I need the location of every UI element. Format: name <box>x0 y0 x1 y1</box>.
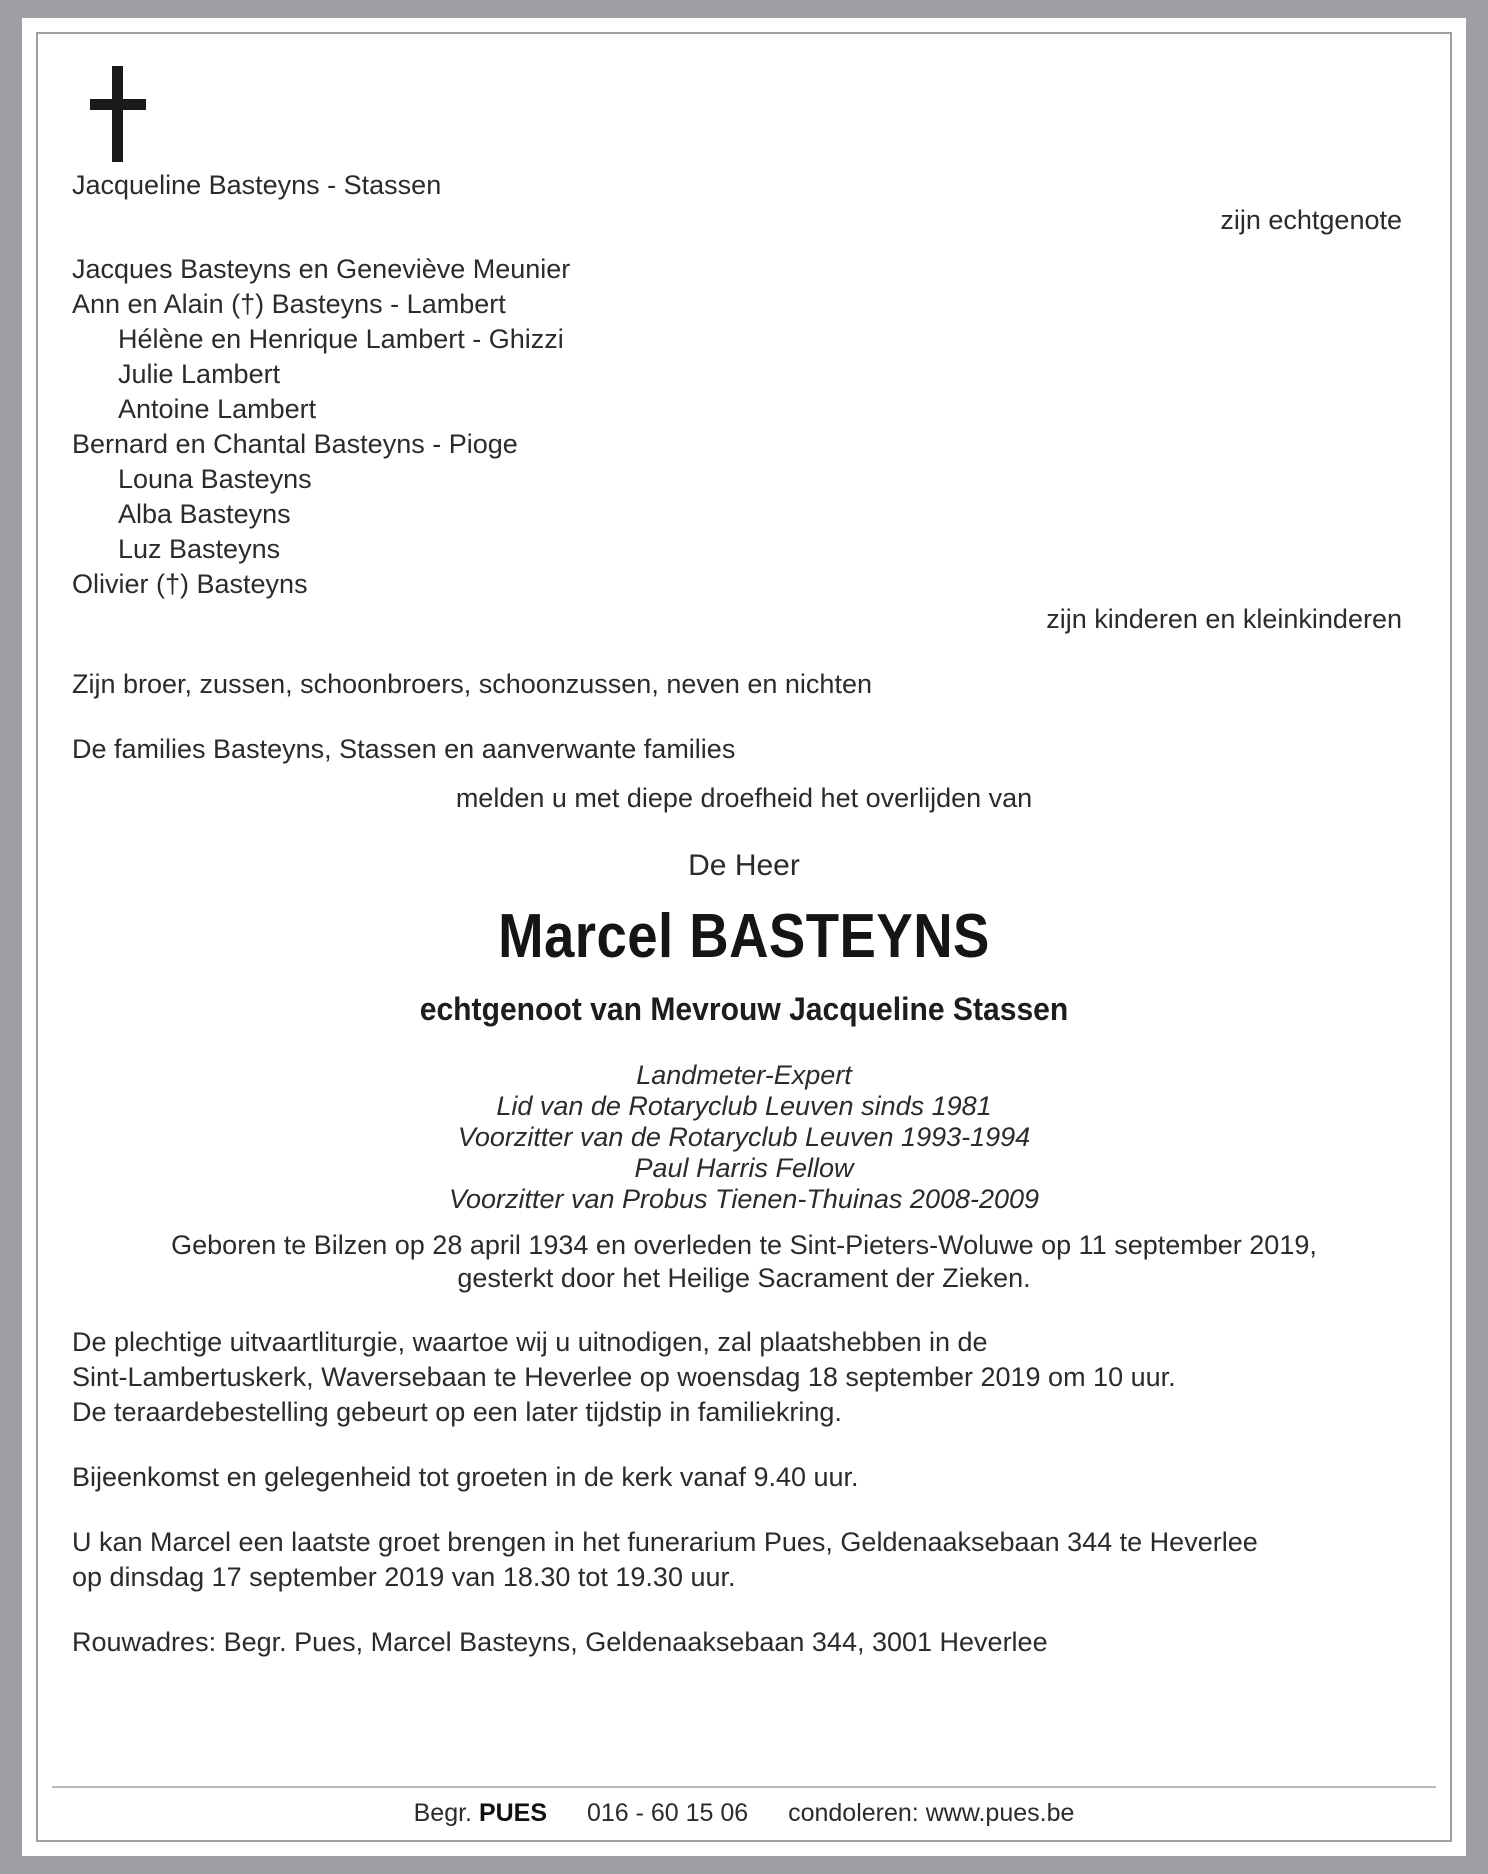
families-line: De families Basteyns, Stassen en aanverwante families <box>72 734 736 764</box>
spacer <box>72 886 1416 900</box>
footer-condolence-link[interactable]: condoleren: www.pues.be <box>788 1799 1075 1827</box>
gathering-line: Bijeenkomst en gelegenheid tot groeten in de kerk vanaf 9.40 uur. <box>72 1462 859 1492</box>
list-item: Hélène en Henrique Lambert - Ghizzi <box>118 324 564 354</box>
list-item: Bernard en Chantal Basteyns - Pioge <box>72 429 518 459</box>
spouse-relation-label: zijn echtgenote <box>1220 205 1402 235</box>
birth-death-line-2: gesterkt door het Heilige Sacrament der Zieken. <box>457 1263 1031 1293</box>
list-item: Ann en Alain (†) Basteyns - Lambert <box>72 289 506 319</box>
spacer <box>72 767 1416 781</box>
spacer <box>72 1495 1416 1525</box>
visitation-line-1: U kan Marcel een laatste groet brengen in het funerarium Pues, Geldenaaksebaan 344 te Heverlee <box>72 1527 1258 1557</box>
footer-company-name: PUES <box>478 1799 548 1827</box>
service-line-3: De teraardebestelling gebeurt op een later tijdstip in familiekring. <box>72 1397 842 1427</box>
death-notice-page <box>22 18 1466 1856</box>
spacer <box>72 1215 1416 1229</box>
credential-item: Voorzitter van Probus Tienen-Thuinas 2008-2009 <box>448 1184 1040 1214</box>
footer-bar <box>38 1796 1450 1830</box>
list-item: Luz Basteyns <box>118 534 281 564</box>
mourning-address: Rouwadres: Begr. Pues, Marcel Basteyns, Geldenaaksebaan 344, 3001 Heverlee <box>72 1627 1048 1657</box>
children-relation-label: zijn kinderen en kleinkinderen <box>1046 604 1402 634</box>
spacer <box>72 1430 1416 1460</box>
credentials-list <box>72 1060 1416 1215</box>
credential-item: Landmeter-Expert <box>636 1060 852 1090</box>
spouse-of-line: echtgenoot van Mevrouw Jacqueline Stassen <box>419 991 1069 1027</box>
spacer <box>72 1030 1416 1060</box>
spacer <box>72 974 1416 988</box>
spacer <box>72 1295 1416 1325</box>
list-item: Louna Basteyns <box>118 464 312 494</box>
birth-death-line-1: Geboren te Bilzen op 28 april 1934 en overleden te Sint-Pieters-Woluwe op 11 september 2019, <box>171 1230 1317 1260</box>
list-item: Olivier (†) Basteyns <box>72 569 308 599</box>
notice-content <box>38 34 1450 1840</box>
footer-phone: 016 - 60 15 06 <box>586 1799 749 1827</box>
spacer <box>72 702 1416 732</box>
service-line-2: Sint-Lambertuskerk, Waversebaan te Heverlee op woensdag 18 september 2019 om 10 uur. <box>72 1362 1176 1392</box>
service-line-1: De plechtige uitvaartliturgie, waartoe wij u uitnodigen, zal plaatshebben in de <box>72 1327 988 1357</box>
cross-horizontal-bar <box>90 99 146 110</box>
visitation-line-2: op dinsdag 17 september 2019 van 18.30 tot 19.30 uur. <box>72 1562 736 1592</box>
relatives-line: Zijn broer, zussen, schoonbroers, schoonzussen, neven en nichten <box>72 669 872 699</box>
list-item: Julie Lambert <box>118 359 281 389</box>
cross-icon-area <box>72 60 1416 168</box>
honorific: De Heer <box>688 849 800 882</box>
latin-cross-icon <box>90 66 146 162</box>
credential-item: Paul Harris Fellow <box>634 1153 854 1183</box>
credential-item: Voorzitter van de Rotaryclub Leuven 1993-1994 <box>457 1122 1031 1152</box>
footer-divider <box>52 1786 1436 1788</box>
children-list <box>72 252 1416 602</box>
announcement-line: melden u met diepe droefheid het overlijden van <box>455 783 1033 813</box>
spacer <box>72 637 1416 667</box>
spacer <box>72 1595 1416 1625</box>
footer-prefix: Begr. <box>413 1799 472 1827</box>
spacer <box>72 816 1416 846</box>
page-inner-border <box>36 32 1452 1842</box>
deceased-name: Marcel BASTEYNS <box>498 902 990 971</box>
list-item: Alba Basteyns <box>118 499 291 529</box>
list-item: Jacques Basteyns en Geneviève Meunier <box>72 254 571 284</box>
credential-item: Lid van de Rotaryclub Leuven sinds 1981 <box>496 1091 992 1121</box>
spacer <box>72 238 1416 252</box>
spouse-name: Jacqueline Basteyns - Stassen <box>72 170 442 200</box>
list-item: Antoine Lambert <box>118 394 317 424</box>
cross-vertical-bar <box>112 66 123 162</box>
